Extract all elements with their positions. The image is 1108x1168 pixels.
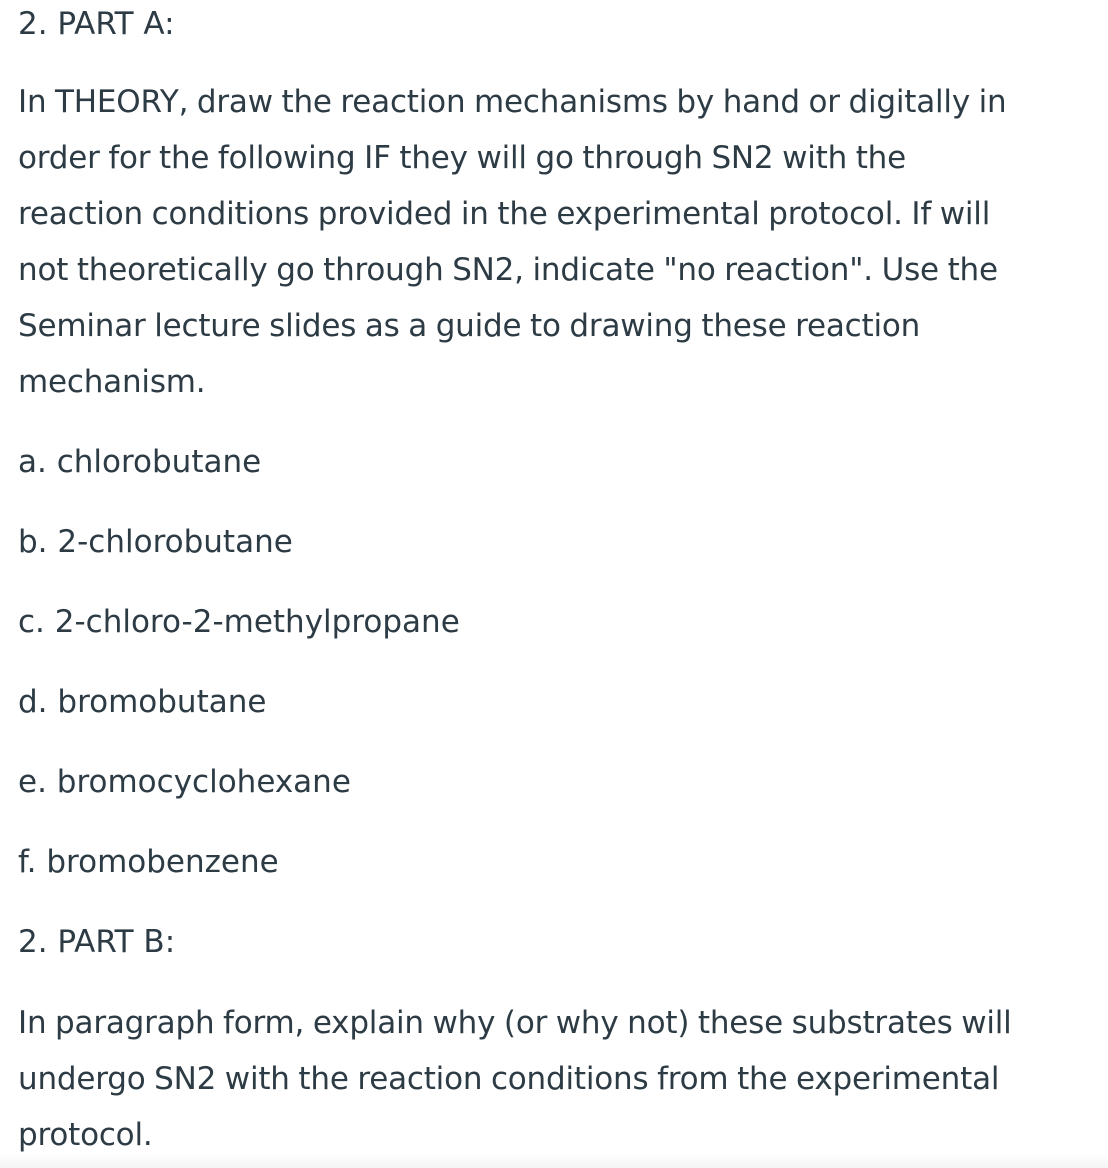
part-a-instructions-line: reaction conditions provided in the experimental protocol. If will: [18, 196, 991, 232]
part-b-instructions: [18, 995, 1088, 1163]
part-a-heading: 2. PART A:: [18, 6, 175, 42]
bottom-fade-divider: [0, 1154, 1108, 1168]
list-item-bromocyclohexane: e. bromocyclohexane: [18, 764, 351, 800]
part-a-instructions-line: mechanism.: [18, 364, 206, 400]
part-a-instructions: [18, 74, 1088, 410]
list-item-2-chlorobutane: b. 2-chlorobutane: [18, 524, 293, 560]
part-b-instructions-line: protocol.: [18, 1117, 153, 1153]
list-item-bromobutane: d. bromobutane: [18, 684, 267, 720]
list-item-chlorobutane: a. chlorobutane: [18, 444, 262, 480]
list-item-2-chloro-2-methylpropane: c. 2-chloro-2-methylpropane: [18, 604, 460, 640]
part-a-instructions-line: order for the following IF they will go through SN2 with the: [18, 140, 906, 176]
part-b-instructions-line: undergo SN2 with the reaction conditions from the experimental: [18, 1061, 1000, 1097]
list-item-bromobenzene: f. bromobenzene: [18, 844, 279, 880]
part-a-instructions-line: In THEORY, draw the reaction mechanisms by hand or digitally in: [18, 84, 1007, 120]
part-b-heading: 2. PART B:: [18, 924, 176, 960]
part-a-instructions-line: not theoretically go through SN2, indicate "no reaction". Use the: [18, 252, 998, 288]
part-a-instructions-line: Seminar lecture slides as a guide to drawing these reaction: [18, 308, 921, 344]
part-b-instructions-line: In paragraph form, explain why (or why not) these substrates will: [18, 1005, 1012, 1041]
